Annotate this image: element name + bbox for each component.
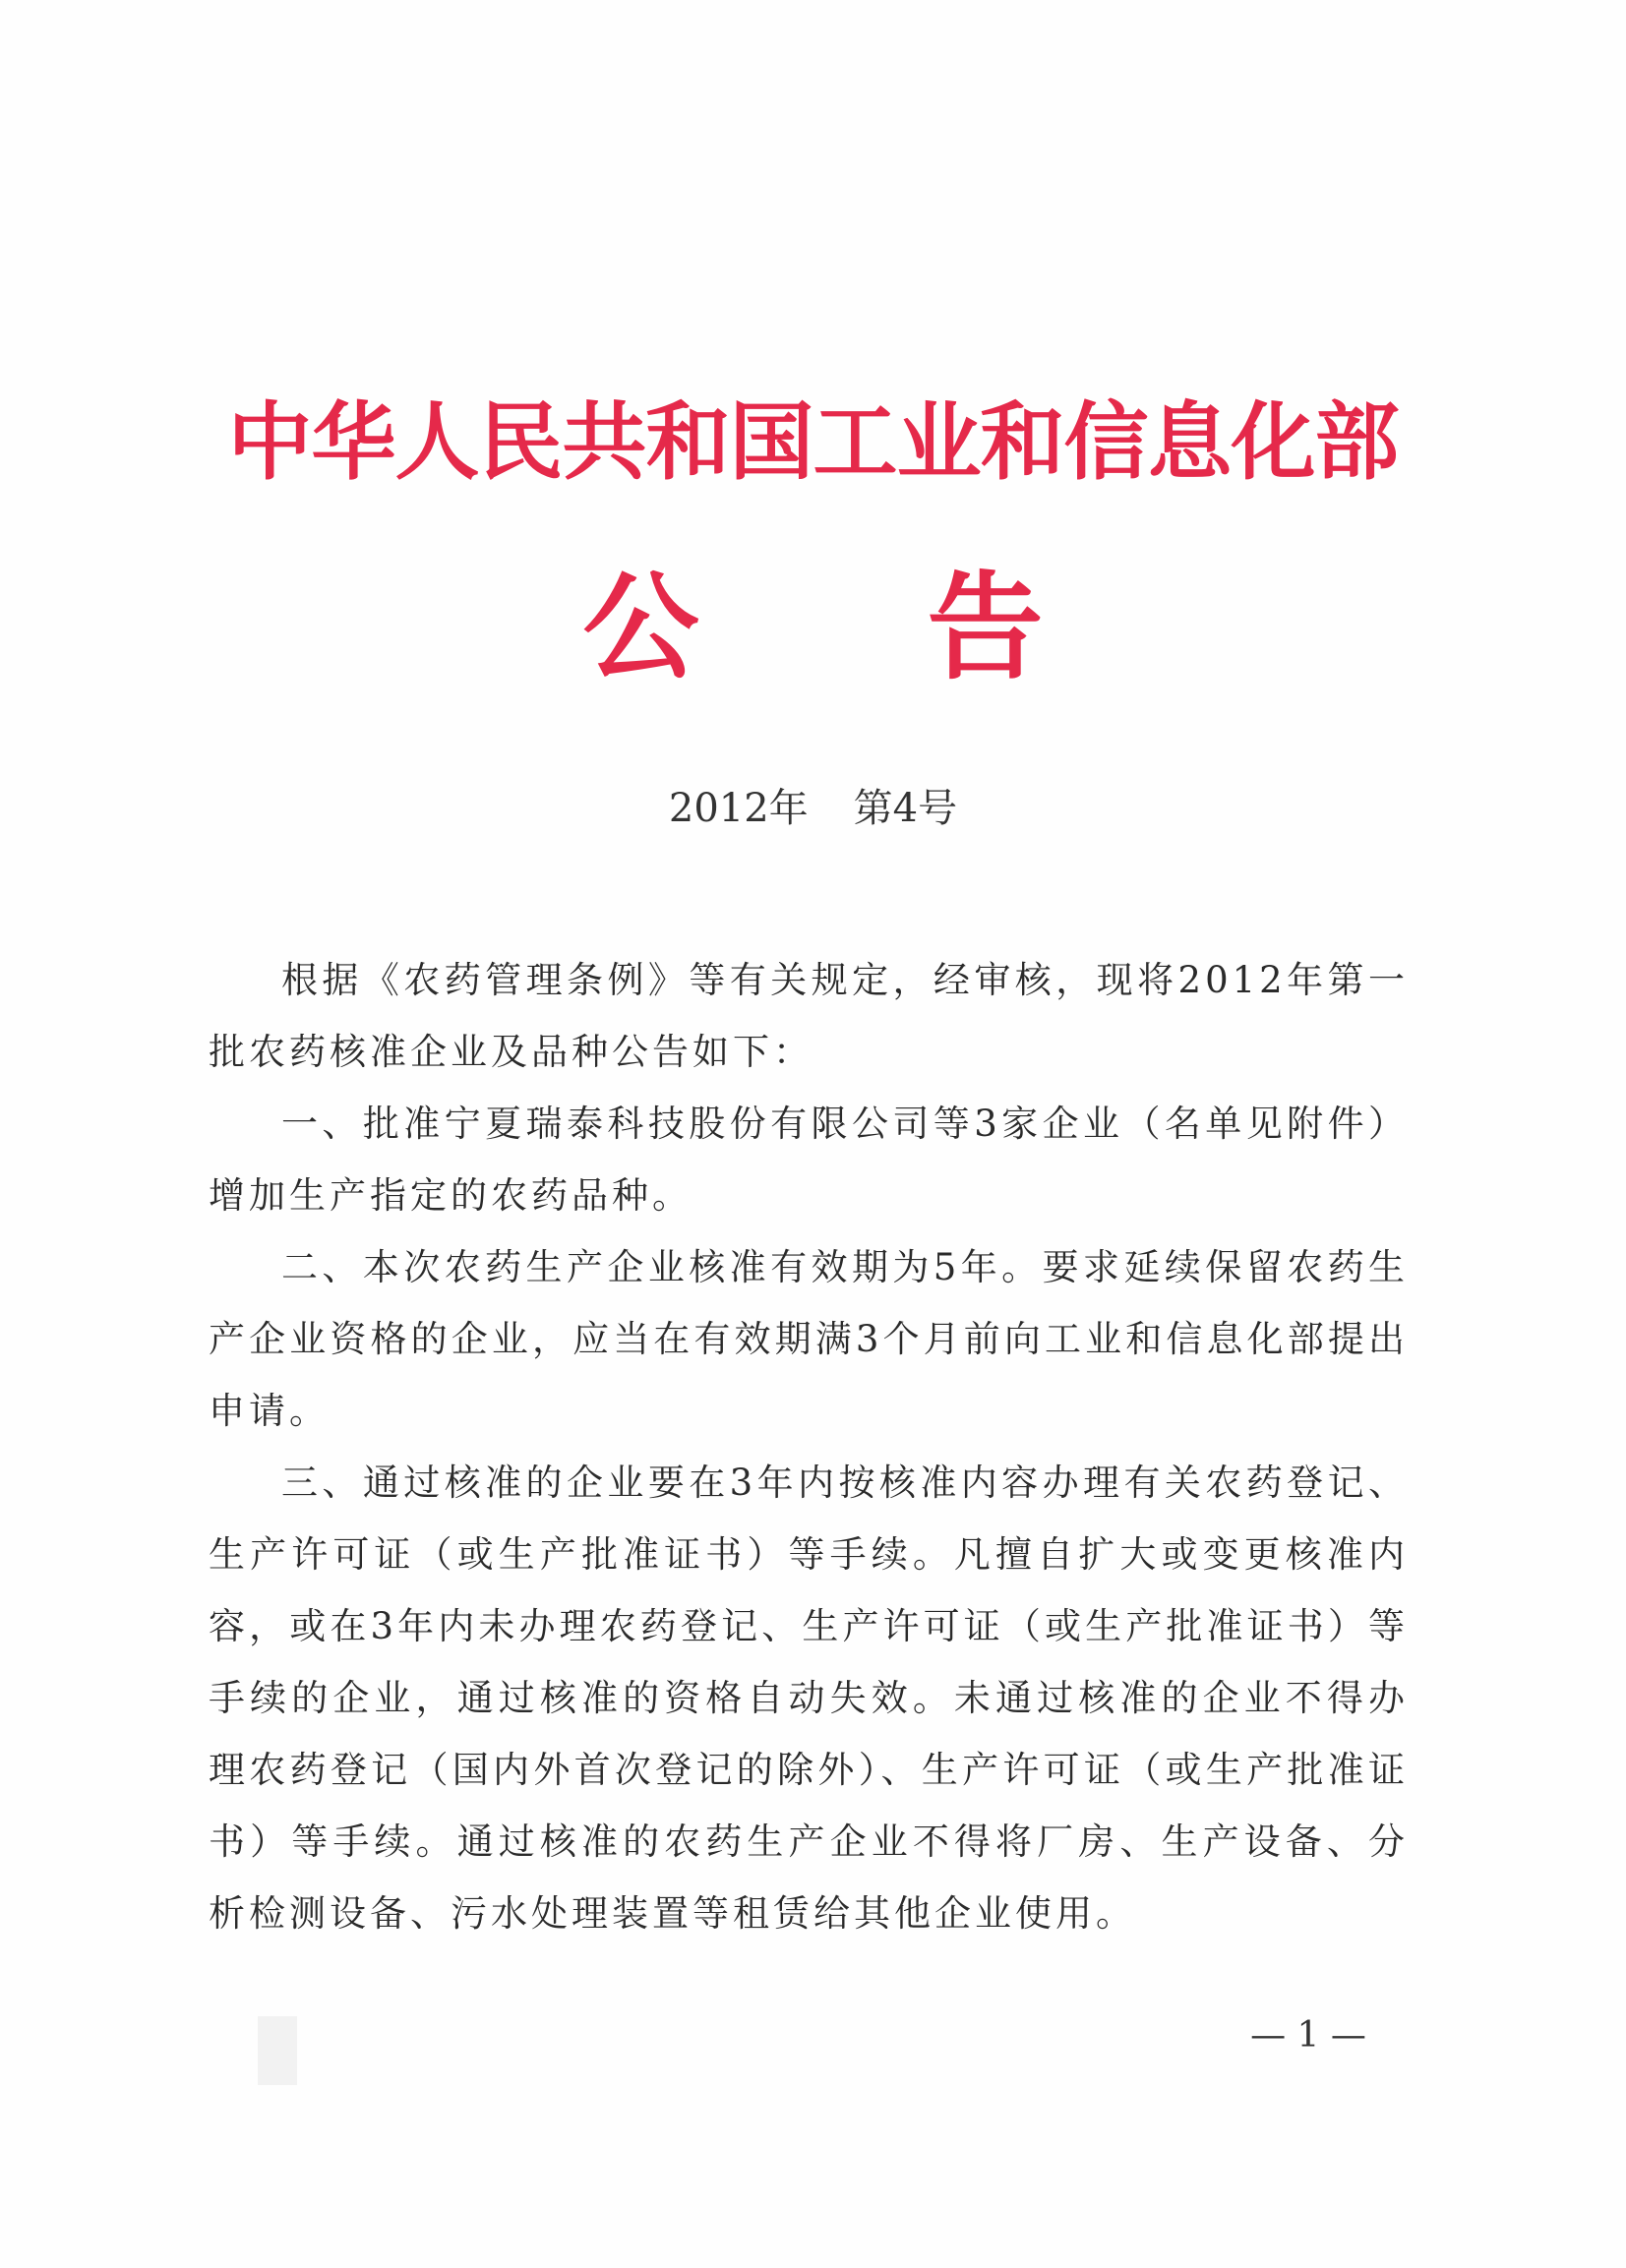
document-number xyxy=(0,779,1626,838)
document-issue-number: 第4号 xyxy=(853,786,958,831)
body-paragraph-3: 三、通过核准的企业要在3年内按核准内容办理有关农药登记、生产许可证（或生产批准证书）等手续。凡擅自扩大或变更核准内容，或在3年内未办理农药登记、生产许可证（或生产批准证书）等手续的企业，通过核准的资格自动失效。未通过核准的企业不得办理农药登记（国内外首次登记的除外）、生产许可证（或生产批准证书）等手续。通过核准的农药生产企业不得将厂房、生产设备、分析检测设备、污水处理装置等租赁给其他企业使用。 xyxy=(209,1462,1409,1935)
document-title xyxy=(0,559,1626,696)
title-char-gao: 告 xyxy=(927,560,1044,695)
issuing-organization: 中华人民共和国工业和信息化部 xyxy=(227,393,1399,492)
body-paragraph-2: 二、本次农药生产企业核准有效期为5年。要求延续保留农药生产企业资格的企业，应当在有效期满3个月前向工业和信息化部提出申请。 xyxy=(209,1246,1409,1432)
body-paragraph-intro: 根据《农药管理条例》等有关规定，经审核，现将2012年第一批农药核准企业及品种公告如下： xyxy=(209,959,1409,1073)
title-char-gong: 公 xyxy=(582,560,699,695)
scan-artifact xyxy=(258,2016,297,2085)
announcement-body xyxy=(209,944,1409,1949)
body-paragraph-1: 一、批准宁夏瑞泰科技股份有限公司等3家企业（名单见附件）增加生产指定的农药品种。 xyxy=(209,1103,1409,1217)
document-year: 2012年 xyxy=(668,786,809,831)
page-number: — 1 — xyxy=(1250,2015,1366,2056)
